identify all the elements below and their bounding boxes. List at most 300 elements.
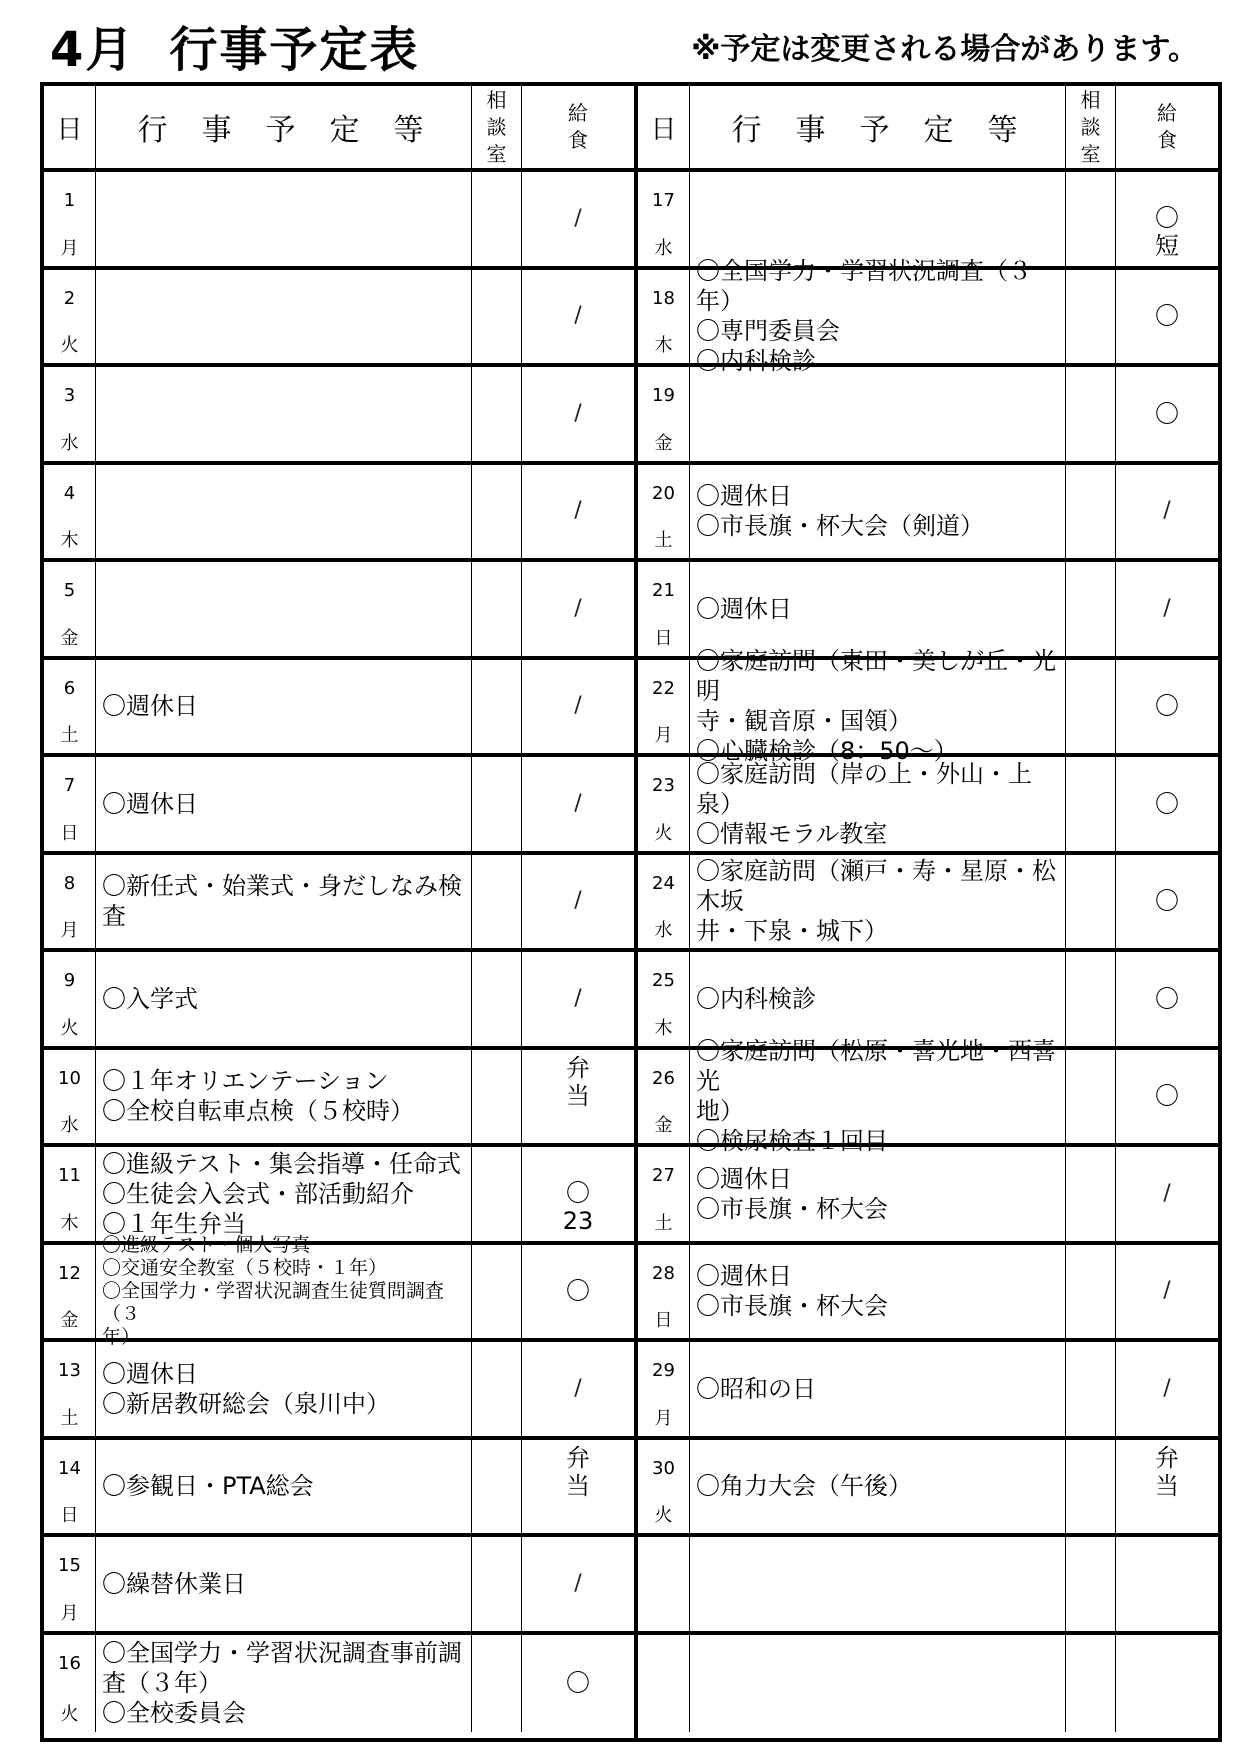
day-cell xyxy=(44,1245,96,1339)
day-cell xyxy=(638,757,690,851)
meal-mark: 当 xyxy=(566,1081,590,1110)
day-row xyxy=(638,1037,1218,1156)
event-line: 査（３年） xyxy=(102,1669,222,1698)
event-line: 〇専門委員会 xyxy=(696,317,840,346)
header-counsel-char: 室 xyxy=(486,141,507,166)
day-cell xyxy=(44,367,96,461)
date-number: 9 xyxy=(63,970,76,991)
date-number: 15 xyxy=(58,1555,81,1576)
day-row xyxy=(44,952,634,1050)
date-number: 5 xyxy=(63,580,76,601)
events-cell xyxy=(96,1635,472,1733)
event-line: 井・下泉・城下） xyxy=(696,917,888,946)
counsel-cell xyxy=(1066,1245,1116,1339)
weekday: 日 xyxy=(654,627,673,649)
day-cell xyxy=(638,1147,690,1241)
date-number: 14 xyxy=(58,1457,81,1479)
events-cell xyxy=(96,1537,472,1631)
weekday: 水 xyxy=(654,237,673,259)
date-number: 7 xyxy=(63,775,76,796)
day-row xyxy=(638,465,1218,563)
meal-mark: 〇 xyxy=(1155,302,1179,331)
day-row xyxy=(44,855,634,953)
day-cell xyxy=(638,562,690,656)
counsel-cell xyxy=(1066,1537,1116,1631)
weekday: 木 xyxy=(60,1212,79,1234)
counsel-cell xyxy=(472,1342,522,1436)
day-cell xyxy=(44,1147,96,1241)
header-meal xyxy=(522,86,634,168)
header-counsel-char: 談 xyxy=(1080,114,1101,139)
event-line: 〇週休日 xyxy=(696,1164,792,1193)
date-number: 21 xyxy=(652,580,675,601)
right-rows xyxy=(638,172,1218,1738)
meal-cell xyxy=(522,855,634,949)
event-line: 地） xyxy=(696,1097,744,1126)
meal-mark: 〇 xyxy=(1155,789,1179,818)
counsel-cell xyxy=(1066,562,1116,656)
date-number: 18 xyxy=(652,287,675,309)
date-number: 26 xyxy=(652,1067,675,1089)
weekday: 火 xyxy=(60,1704,79,1725)
counsel-cell xyxy=(1066,367,1116,461)
meal-cell xyxy=(1116,952,1218,1046)
date-number: 20 xyxy=(652,482,675,504)
header-counsel-char: 相 xyxy=(486,87,507,112)
meal-cell xyxy=(1116,660,1218,754)
event-line: 〇心臓検診（8：50～） xyxy=(696,737,958,766)
day-cell xyxy=(44,660,96,754)
meal-cell xyxy=(522,367,634,461)
meal-mark: / xyxy=(1163,1375,1171,1401)
event-line: 〇昭和の日 xyxy=(696,1374,816,1403)
day-row xyxy=(44,1233,634,1348)
event-line: 〇１年オリエンテーション xyxy=(102,1067,389,1096)
meal-mark: / xyxy=(574,790,582,816)
date-number: 22 xyxy=(652,677,675,699)
meal-mark: 〇 xyxy=(566,1178,590,1207)
weekday: 火 xyxy=(654,1505,673,1526)
event-line: 〇週休日 xyxy=(696,1262,792,1291)
event-line: 〇家庭訪問（岸の上・外山・上泉） xyxy=(696,759,1032,818)
date-number: 17 xyxy=(652,190,675,211)
weekday: 土 xyxy=(60,725,79,746)
events-cell xyxy=(690,1147,1066,1241)
meal-mark: 〇 xyxy=(566,1277,590,1306)
meal-cell xyxy=(522,952,634,1046)
header-events: 行事予定等 xyxy=(690,86,1066,168)
day-cell xyxy=(44,855,96,949)
event-line: 寺・観音原・国領） xyxy=(696,707,912,736)
day-cell xyxy=(638,465,690,559)
weekday: 土 xyxy=(654,530,673,551)
meal-cell xyxy=(522,660,634,754)
day-row xyxy=(44,367,634,465)
counsel-cell xyxy=(1066,270,1116,364)
meal-cell xyxy=(1116,1342,1218,1436)
day-cell xyxy=(638,660,690,754)
meal-mark: 弁 xyxy=(1155,1443,1179,1472)
date-number: 30 xyxy=(652,1457,675,1479)
day-cell xyxy=(638,270,690,364)
event-line: 〇家庭訪問（瀬戸・寿・星原・松木坂 xyxy=(696,857,1056,916)
weekday: 月 xyxy=(60,920,79,941)
event-line: 〇角力大会（午後） xyxy=(696,1472,912,1501)
weekday: 金 xyxy=(60,627,79,649)
day-row xyxy=(44,172,634,270)
page-title xyxy=(50,18,419,82)
counsel-cell xyxy=(472,757,522,851)
counsel-cell xyxy=(472,1440,522,1534)
events-cell xyxy=(690,952,1066,1046)
meal-mark: 〇 xyxy=(566,1669,590,1698)
events-cell xyxy=(690,855,1066,949)
meal-mark: 〇 xyxy=(1155,203,1179,232)
meal-cell xyxy=(1116,367,1218,461)
day-cell xyxy=(44,1635,96,1733)
day-cell xyxy=(638,1440,690,1534)
event-line: 〇市長旗・杯大会（剣道） xyxy=(696,512,984,541)
meal-mark: 当 xyxy=(566,1471,590,1500)
day-row xyxy=(638,562,1218,660)
event-line: 〇週休日 xyxy=(102,1359,198,1388)
date-number: 2 xyxy=(63,287,76,309)
day-row xyxy=(638,647,1218,766)
meal-mark: 弁 xyxy=(566,1443,590,1472)
day-cell xyxy=(638,367,690,461)
meal-cell xyxy=(1116,270,1218,364)
date-number: 6 xyxy=(63,677,76,699)
day-row xyxy=(44,465,634,563)
counsel-cell xyxy=(472,855,522,949)
day-cell xyxy=(44,1342,96,1436)
event-line: 〇繰替休業日 xyxy=(102,1569,246,1598)
weekday: 金 xyxy=(654,1115,673,1136)
events-cell xyxy=(690,1342,1066,1436)
day-row xyxy=(638,1440,1218,1538)
meal-cell xyxy=(522,1537,634,1631)
day-row xyxy=(44,1635,634,1733)
meal-cell xyxy=(522,1147,634,1241)
event-line: 〇内科検診 xyxy=(696,347,816,376)
date-number: 16 xyxy=(58,1652,81,1674)
events-cell xyxy=(690,465,1066,559)
header-meal-char: 給 xyxy=(568,101,588,125)
weekday: 土 xyxy=(654,1212,673,1234)
header-counsel-char: 談 xyxy=(486,114,507,139)
event-line: 〇市長旗・杯大会 xyxy=(696,1194,888,1223)
header-meal-char: 食 xyxy=(1157,128,1177,152)
header-meal xyxy=(1116,86,1218,168)
day-cell xyxy=(44,757,96,851)
day-row xyxy=(638,757,1218,855)
day-row xyxy=(638,367,1218,465)
counsel-cell xyxy=(1066,757,1116,851)
weekday: 木 xyxy=(60,530,79,551)
event-line: 〇新居教研総会（泉川中） xyxy=(102,1389,390,1418)
weekday: 水 xyxy=(60,1115,79,1136)
events-cell xyxy=(96,952,472,1046)
meal-mark: 〇 xyxy=(1155,1082,1179,1111)
event-line: 〇生徒会入会式・部活動紹介 xyxy=(102,1179,414,1208)
events-cell xyxy=(96,1233,472,1348)
meal-cell xyxy=(522,1050,634,1144)
counsel-cell xyxy=(1066,172,1116,266)
weekday: 月 xyxy=(654,725,673,746)
date-number: 11 xyxy=(58,1165,81,1186)
events-cell xyxy=(690,1537,1066,1631)
meal-cell xyxy=(1116,855,1218,949)
meal-mark: / xyxy=(574,595,582,621)
weekday: 月 xyxy=(654,1407,673,1429)
weekday: 水 xyxy=(654,920,673,941)
event-line: 〇週休日 xyxy=(102,692,198,721)
weekday: 月 xyxy=(60,1602,79,1624)
weekday: 土 xyxy=(60,1407,79,1429)
day-cell xyxy=(638,172,690,266)
meal-mark: / xyxy=(574,693,582,719)
date-number: 10 xyxy=(58,1067,81,1089)
events-cell xyxy=(96,465,472,559)
meal-cell xyxy=(1116,1440,1218,1534)
meal-cell xyxy=(1116,1245,1218,1339)
counsel-cell xyxy=(1066,855,1116,949)
events-cell xyxy=(690,257,1066,376)
counsel-cell xyxy=(1066,1342,1116,1436)
day-cell xyxy=(638,1537,690,1631)
header-counsel xyxy=(1066,86,1116,168)
day-row xyxy=(638,1635,1218,1733)
day-row xyxy=(44,1050,634,1148)
date-number: 29 xyxy=(652,1360,675,1381)
events-cell xyxy=(690,1440,1066,1534)
header-day: 日 xyxy=(638,86,690,168)
day-row xyxy=(44,757,634,855)
day-row xyxy=(44,1342,634,1440)
weekday: 火 xyxy=(60,335,79,356)
events-cell xyxy=(96,757,472,851)
title-month: 4月 xyxy=(50,22,136,78)
event-line: 〇進級テスト・集会指導・任命式 xyxy=(102,1149,462,1178)
day-cell xyxy=(44,562,96,656)
day-row xyxy=(638,172,1218,270)
meal-cell xyxy=(522,270,634,364)
events-cell xyxy=(96,1147,472,1241)
date-number: 23 xyxy=(652,775,675,796)
day-row xyxy=(44,660,634,758)
header-events: 行事予定等 xyxy=(96,86,472,168)
counsel-cell xyxy=(1066,465,1116,559)
event-line: 〇全校自転車点検（５校時） xyxy=(102,1097,414,1126)
meal-cell xyxy=(1116,172,1218,266)
meal-cell xyxy=(1116,1050,1218,1144)
weekday: 木 xyxy=(654,1017,673,1039)
events-cell xyxy=(690,757,1066,851)
day-cell xyxy=(638,1635,690,1733)
header-row xyxy=(638,86,1218,172)
weekday: 日 xyxy=(60,1505,79,1526)
event-line: 〇参観日・PTA総会 xyxy=(102,1472,314,1501)
meal-cell xyxy=(522,465,634,559)
weekday: 火 xyxy=(654,822,673,844)
header-day: 日 xyxy=(44,86,96,168)
event-line: 〇家庭訪問（松原・喜光地・西喜光 xyxy=(696,1037,1056,1096)
counsel-cell xyxy=(472,952,522,1046)
events-cell xyxy=(96,562,472,656)
day-cell xyxy=(638,1050,690,1144)
schedule-left-half xyxy=(44,86,634,1738)
event-line: 〇全国学力・学習状況調査事前調 xyxy=(102,1639,462,1668)
meal-mark: / xyxy=(574,205,582,231)
meal-mark: / xyxy=(574,888,582,914)
counsel-cell xyxy=(472,1635,522,1733)
date-number: 27 xyxy=(652,1165,675,1186)
counsel-cell xyxy=(1066,1050,1116,1144)
day-cell xyxy=(44,465,96,559)
counsel-cell xyxy=(1066,1147,1116,1241)
event-line: 〇内科検診 xyxy=(696,984,816,1013)
event-line: 〇入学式 xyxy=(102,984,198,1013)
weekday: 日 xyxy=(60,822,79,844)
left-rows xyxy=(44,172,634,1738)
schedule-right-half xyxy=(634,86,1218,1738)
meal-mark: 〇 xyxy=(1155,399,1179,428)
event-line: 〇情報モラル教室 xyxy=(696,819,888,848)
weekday: 水 xyxy=(60,432,79,454)
events-cell xyxy=(690,1245,1066,1339)
event-line: 〇週休日 xyxy=(696,482,792,511)
event-line: 〇週休日 xyxy=(696,594,792,623)
meal-mark: / xyxy=(1163,498,1171,524)
day-row xyxy=(638,1537,1218,1635)
weekday: 日 xyxy=(654,1310,673,1331)
day-cell xyxy=(638,855,690,949)
meal-mark: 23 xyxy=(562,1206,594,1235)
counsel-cell xyxy=(472,270,522,364)
day-row xyxy=(638,1342,1218,1440)
header-counsel-char: 相 xyxy=(1080,87,1101,112)
counsel-cell xyxy=(472,1537,522,1631)
meal-mark: / xyxy=(574,498,582,524)
header-meal-char: 食 xyxy=(568,128,588,152)
date-number: 1 xyxy=(63,190,76,211)
counsel-cell xyxy=(472,1245,522,1339)
meal-mark: 当 xyxy=(1155,1471,1179,1500)
date-number: 3 xyxy=(63,385,76,406)
day-row xyxy=(44,270,634,368)
counsel-cell xyxy=(1066,1635,1116,1733)
weekday: 金 xyxy=(60,1310,79,1331)
events-cell xyxy=(96,1440,472,1534)
meal-cell xyxy=(1116,562,1218,656)
counsel-cell xyxy=(472,465,522,559)
meal-cell xyxy=(1116,1635,1218,1733)
day-cell xyxy=(44,172,96,266)
day-row xyxy=(44,1537,634,1635)
day-row xyxy=(44,562,634,660)
day-cell xyxy=(44,270,96,364)
meal-cell xyxy=(522,172,634,266)
meal-mark: / xyxy=(1163,1278,1171,1304)
event-line: 〇進級テスト・個人写真 xyxy=(102,1233,311,1256)
events-cell xyxy=(96,172,472,266)
event-line: 〇全国学力・学習状況調査（３年） xyxy=(696,257,1032,316)
event-line: 〇全校委員会 xyxy=(102,1699,246,1728)
meal-cell xyxy=(522,757,634,851)
day-row xyxy=(638,1245,1218,1343)
weekday: 月 xyxy=(60,237,79,259)
event-line: 〇市長旗・杯大会 xyxy=(696,1292,888,1321)
events-cell xyxy=(96,1050,472,1144)
meal-mark: / xyxy=(574,1375,582,1401)
meal-mark: / xyxy=(574,1570,582,1596)
date-number: 4 xyxy=(63,482,76,504)
events-cell xyxy=(96,660,472,754)
day-row xyxy=(638,855,1218,953)
events-cell xyxy=(690,172,1066,266)
events-cell xyxy=(690,562,1066,656)
counsel-cell xyxy=(472,172,522,266)
meal-cell xyxy=(522,1245,634,1339)
counsel-cell xyxy=(472,367,522,461)
events-cell xyxy=(690,1635,1066,1733)
meal-mark: / xyxy=(574,400,582,426)
weekday: 火 xyxy=(60,1017,79,1039)
events-cell xyxy=(96,855,472,949)
date-number: 8 xyxy=(63,872,76,894)
events-cell xyxy=(96,1342,472,1436)
meal-mark: / xyxy=(1163,1180,1171,1206)
header-row xyxy=(44,86,634,172)
events-cell xyxy=(690,367,1066,461)
day-cell xyxy=(44,1050,96,1144)
event-line: 〇１年生弁当 xyxy=(102,1209,246,1238)
meal-cell xyxy=(522,1342,634,1436)
day-row xyxy=(638,257,1218,376)
date-number: 28 xyxy=(652,1262,675,1284)
day-row xyxy=(44,1147,634,1245)
meal-mark: / xyxy=(574,303,582,329)
date-number: 13 xyxy=(58,1360,81,1381)
date-number: 19 xyxy=(652,385,675,406)
meal-cell xyxy=(1116,1147,1218,1241)
date-number: 24 xyxy=(652,872,675,894)
day-cell xyxy=(638,952,690,1046)
title-text: 行事予定表 xyxy=(169,22,420,78)
header-meal-char: 給 xyxy=(1157,101,1177,125)
day-cell xyxy=(44,1537,96,1631)
events-cell xyxy=(96,270,472,364)
counsel-cell xyxy=(472,1147,522,1241)
counsel-cell xyxy=(472,660,522,754)
counsel-cell xyxy=(1066,1440,1116,1534)
event-line: 〇新任式・始業式・身だしなみ検査 xyxy=(102,872,462,931)
day-cell xyxy=(638,1245,690,1339)
header-counsel xyxy=(472,86,522,168)
meal-cell xyxy=(1116,757,1218,851)
event-line: 〇家庭訪問（東田・美しが丘・光明 xyxy=(696,647,1056,706)
meal-mark: 〇 xyxy=(1155,692,1179,721)
event-line: 〇全国学力・学習状況調査生徒質問調査（３ xyxy=(102,1279,445,1325)
events-cell xyxy=(690,1037,1066,1156)
meal-mark: 〇 xyxy=(1155,887,1179,916)
meal-mark: 短 xyxy=(1155,231,1179,260)
day-row xyxy=(638,952,1218,1050)
day-row xyxy=(44,1440,634,1538)
date-number: 12 xyxy=(58,1262,81,1284)
weekday: 金 xyxy=(654,432,673,454)
day-row xyxy=(638,1147,1218,1245)
